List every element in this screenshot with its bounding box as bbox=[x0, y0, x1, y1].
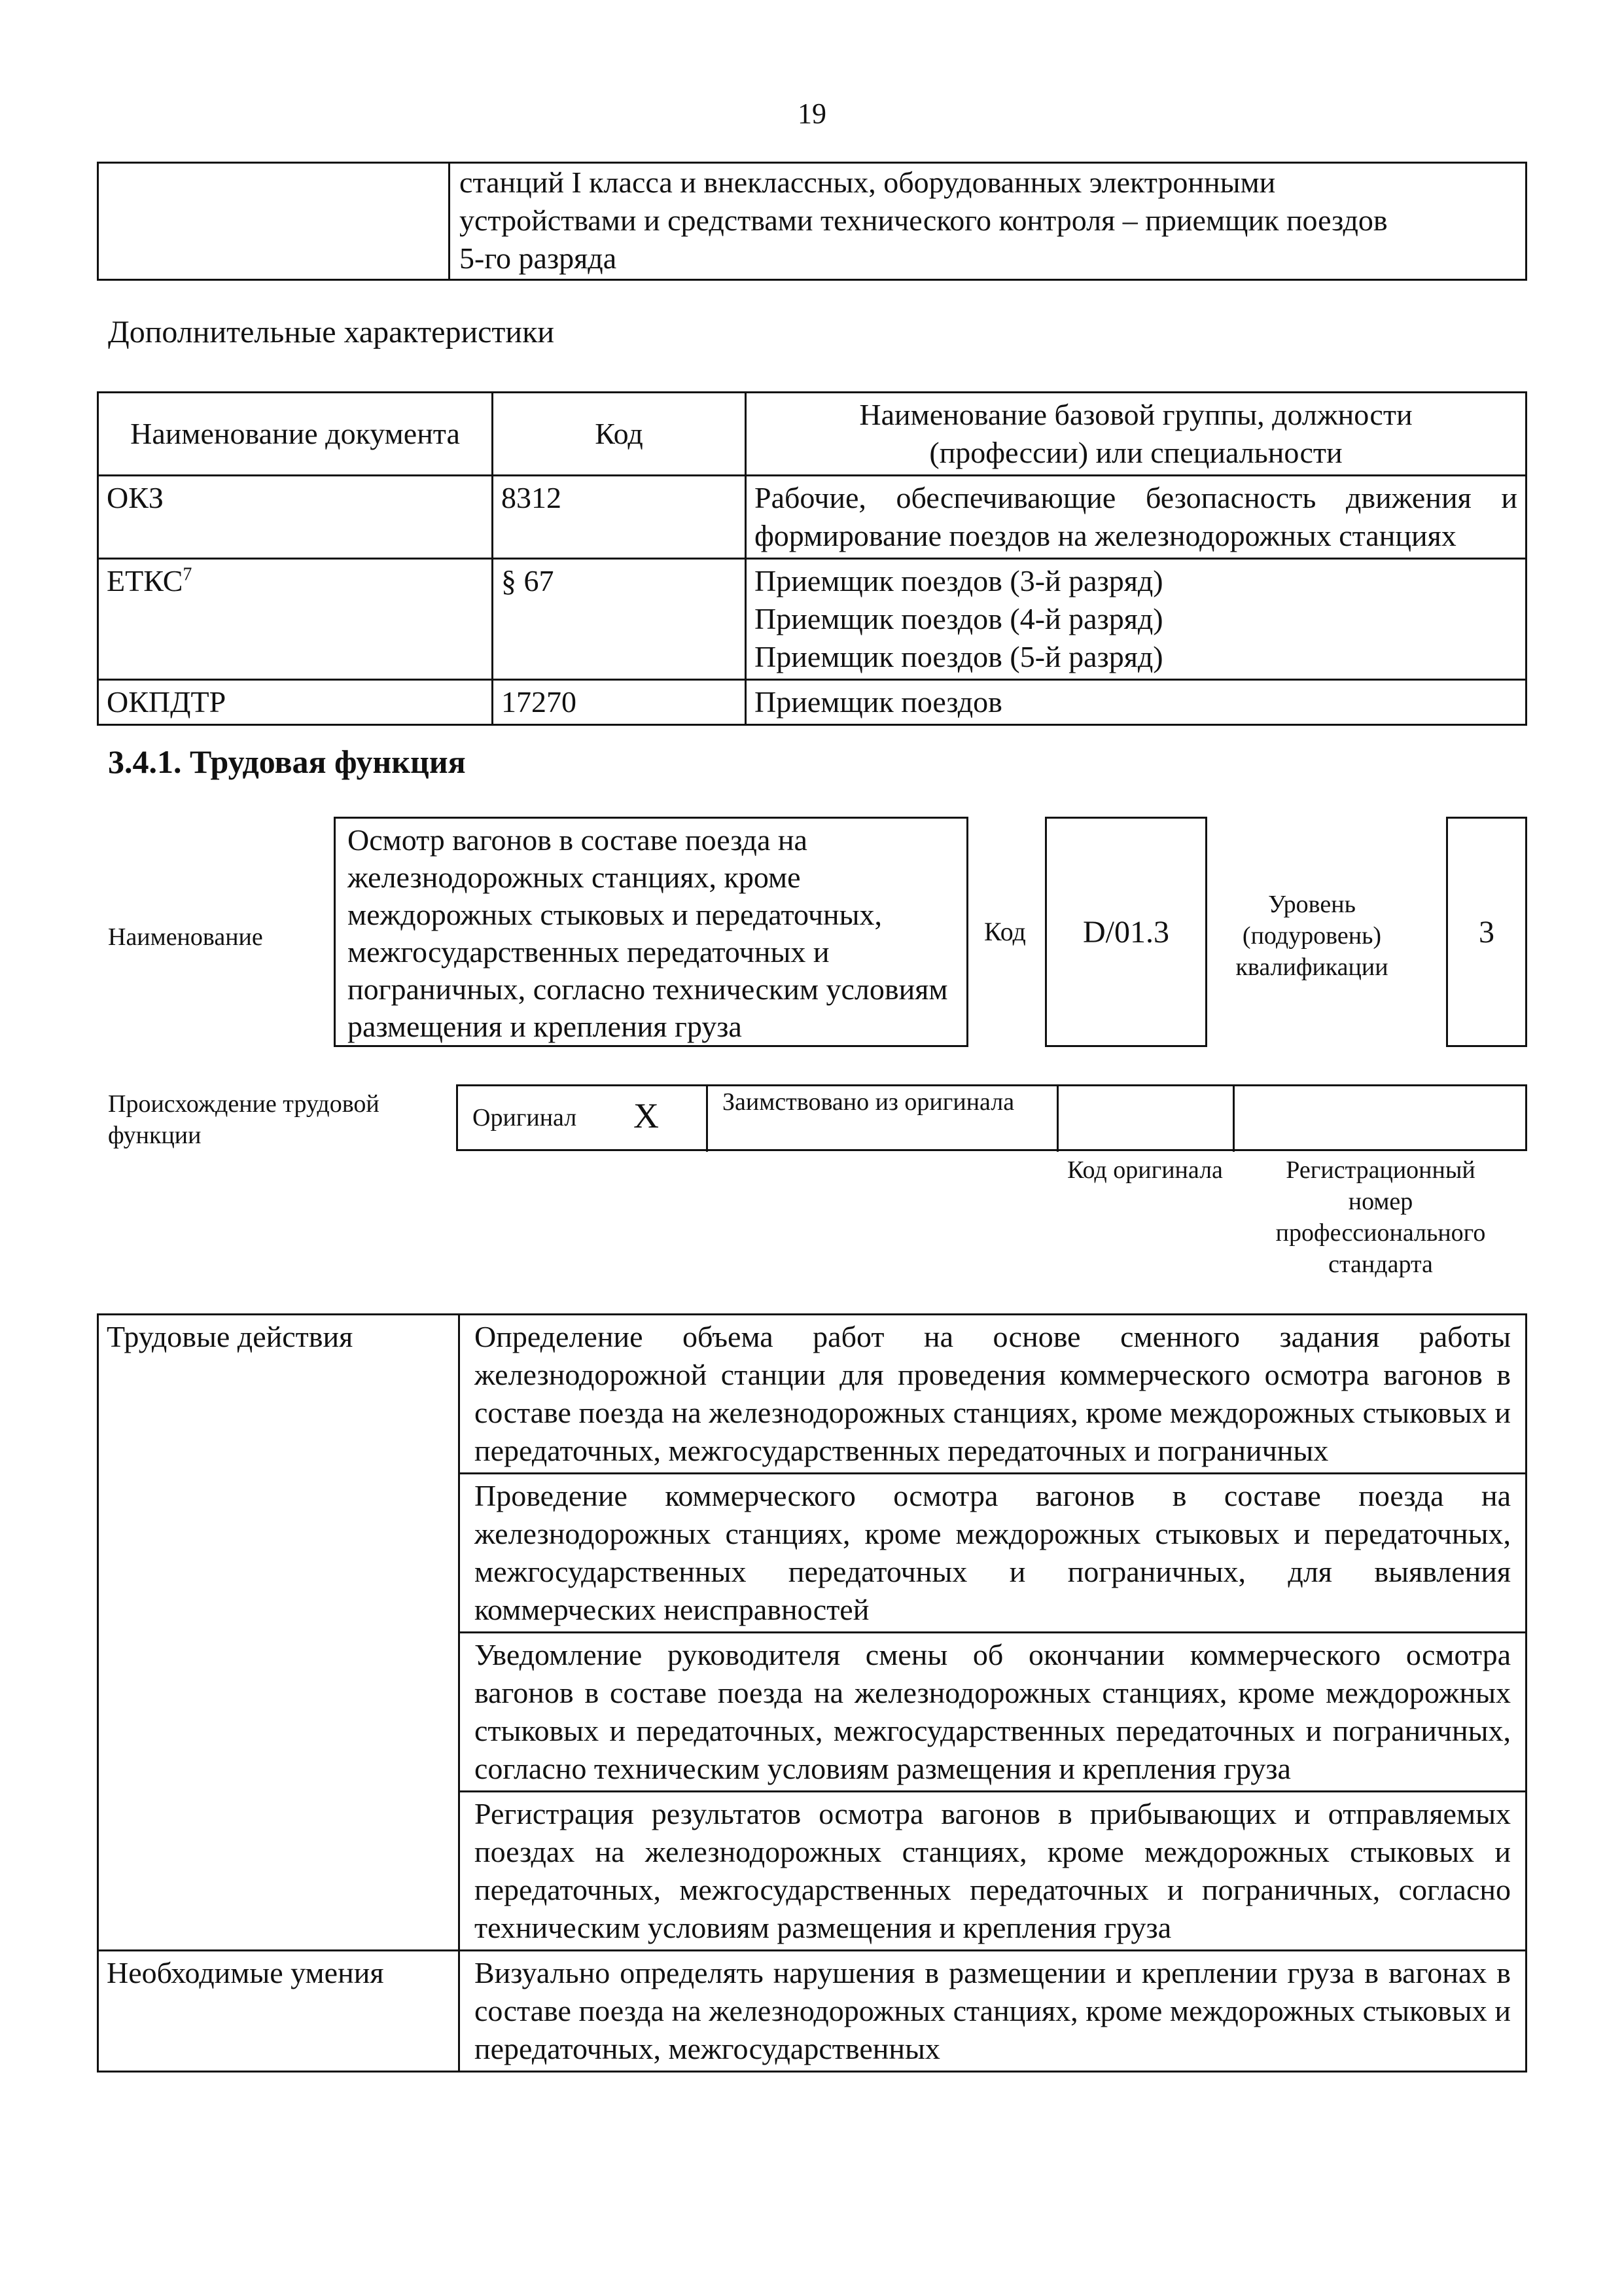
table-row bbox=[98, 1951, 1527, 2072]
top-text-line: станций I класса и внеклассных, оборудованных электронными bbox=[459, 166, 1276, 199]
row-code: 17270 bbox=[493, 680, 746, 725]
actions-label: Трудовые действия bbox=[98, 1315, 459, 1951]
row-code: 8312 bbox=[493, 476, 746, 559]
function-code-label: Код bbox=[984, 917, 1026, 946]
origin-code-label: Код оригинала bbox=[1067, 1156, 1223, 1184]
origin-table bbox=[456, 1084, 1527, 1151]
function-code-box: D/01.3 bbox=[1045, 817, 1207, 1047]
top-table bbox=[97, 162, 1527, 281]
action-item: Проведение коммерческого осмотра вагонов в составе поезда на железнодорожных станциях, кроме междорожных стыковых и передаточных, межгосударственных передаточных и пограничных, для выявления коммерческих неисправностей bbox=[459, 1474, 1527, 1633]
skills-label: Необходимые умения bbox=[98, 1951, 459, 2072]
top-text-line: устройствами и средствами технического контроля – приемщик поездов bbox=[459, 204, 1388, 237]
top-table-empty-cell bbox=[98, 163, 450, 280]
action-item: Уведомление руководителя смены об окончании коммерческого осмотра вагонов в составе поезда на железнодорожных станциях, кроме междорожных стыковых и передаточных, межгосударственных передаточных и пограничных, согласно техническим условиям размещения и крепления груза bbox=[459, 1633, 1527, 1792]
function-level-box: 3 bbox=[1446, 817, 1527, 1047]
row-code: § 67 bbox=[493, 559, 746, 680]
origin-label: Происхождение трудовой функции bbox=[108, 1090, 380, 1149]
additional-header-row bbox=[98, 393, 1527, 476]
additional-table bbox=[97, 391, 1527, 726]
skill-item: Визуально определять нарушения в размещении и креплении груза в вагонах в составе поезда на железнодорожных станциях, кроме междорожных стыковых и передаточных, межгосударственных bbox=[459, 1951, 1527, 2072]
row-doc bbox=[98, 559, 493, 680]
function-name-box: Осмотр вагонов в составе поезда на железнодорожных станциях, кроме междорожных стыковых и передаточных, межгосударственных передаточных и пограничных, согласно техническим условиям размещения и крепления груза bbox=[334, 817, 968, 1047]
table-row bbox=[98, 680, 1527, 725]
table-row bbox=[98, 559, 1527, 680]
row-doc: ОКПДТР bbox=[98, 680, 493, 725]
header-group: Наименование базовой группы, должности (профессии) или специальности bbox=[746, 393, 1527, 476]
top-table-text-cell bbox=[450, 163, 1527, 280]
actions-table bbox=[97, 1313, 1527, 2073]
row-name-line: Приемщик поездов (3-й разряд) bbox=[754, 564, 1163, 597]
additional-heading: Дополнительные характеристики bbox=[108, 315, 555, 349]
footnote-ref[interactable]: 7 bbox=[183, 564, 192, 585]
origin-original-label: Оригинал bbox=[472, 1104, 577, 1131]
function-name-label: Наименование bbox=[108, 923, 263, 951]
row-name-line: Приемщик поездов (5-й разряд) bbox=[754, 640, 1163, 673]
row-doc: ОКЗ bbox=[98, 476, 493, 559]
header-document: Наименование документа bbox=[98, 393, 493, 476]
header-code: Код bbox=[493, 393, 746, 476]
row-name-line: Приемщик поездов (4-й разряд) bbox=[754, 602, 1163, 635]
row-name bbox=[746, 559, 1527, 680]
origin-original-mark: X bbox=[633, 1096, 659, 1135]
row-name: Приемщик поездов bbox=[746, 680, 1527, 725]
function-heading: 3.4.1. Трудовая функция bbox=[108, 743, 466, 780]
row-doc-text: ЕТКС bbox=[107, 564, 183, 597]
row-name: Рабочие, обеспечивающие безопасность движения и формирование поездов на железнодорожных станциях bbox=[746, 476, 1527, 559]
origin-borrowed-label: Заимствовано из оригинала bbox=[722, 1088, 1015, 1116]
function-level-label: Уровень (подуровень) квалификации bbox=[1235, 891, 1388, 981]
action-item: Регистрация результатов осмотра вагонов в прибывающих и отправляемых поездах на железнодорожных станциях, кроме междорожных стыковых и передаточных, межгосударственных передаточных и пограничных, согласно техническим условиям размещения и крепления груза bbox=[459, 1792, 1527, 1951]
top-text-line: 5-го разряда bbox=[459, 241, 617, 275]
table-row bbox=[98, 476, 1527, 559]
origin-reg-label: Регистрационный номер профессионального стандарта bbox=[1275, 1156, 1486, 1278]
action-item: Определение объема работ на основе сменного задания работы железнодорожной станции для проведения коммерческого осмотра вагонов в составе поезда на железнодорожных станциях, кроме междорожных стыковых и передаточных, межгосударственных передаточных и пограничных bbox=[459, 1315, 1527, 1474]
table-row bbox=[98, 1315, 1527, 1474]
page-number: 19 bbox=[798, 98, 826, 130]
